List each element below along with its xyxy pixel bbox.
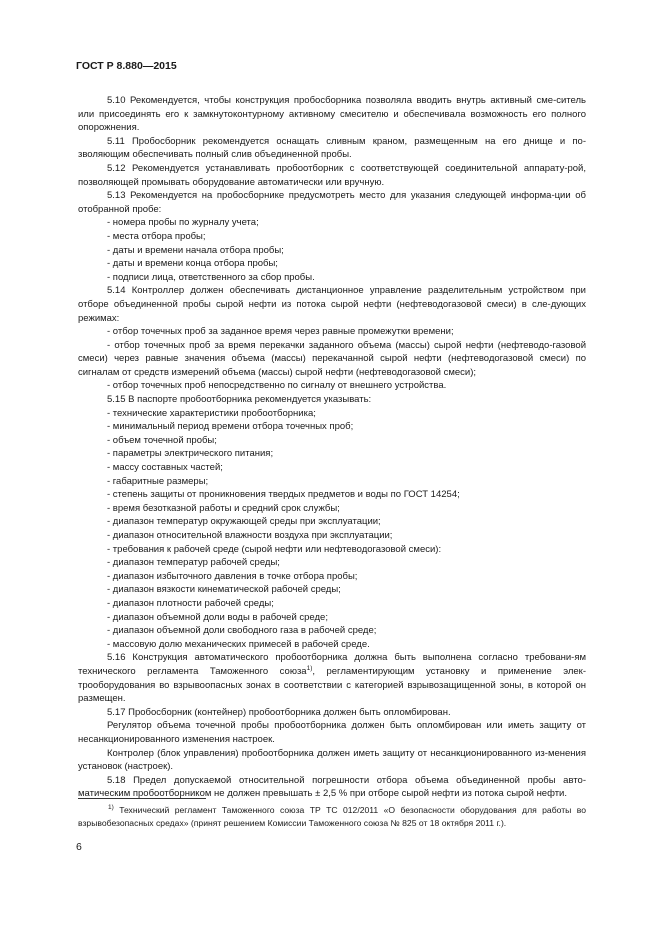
- list-item: - номера пробы по журналу учета;: [107, 217, 259, 229]
- document-body: [78, 94, 586, 801]
- paragraph: 5.14 Контроллер должен обеспечивать дистанционное управление разделительным устройством при отборе объединенной пробы сырой нефти из потока сырой нефти (нефтеводогазовой смеси) в сле-дующих режимах:: [78, 285, 586, 324]
- list-item: - массу составных частей;: [107, 462, 223, 474]
- list-item: - диапазон относительной влажности воздуха при эксплуатации;: [107, 530, 393, 541]
- footnote-divider: [78, 798, 206, 799]
- page-number: 6: [76, 841, 82, 853]
- list-item: - время безотказной работы и средний срок службы;: [107, 502, 340, 514]
- list-item: - минимальный период времени отбора точечных проб;: [107, 421, 354, 433]
- list-item: - отбор точечных проб за заданное время через равные промежутки времени;: [107, 326, 454, 338]
- list-item: - диапазон вязкости кинематической рабочей среды;: [107, 584, 341, 596]
- paragraph: Регулятор объема точечной пробы пробоотборника должен быть опломбирован или иметь защиту от несанкционированного изменения настроек.: [78, 720, 586, 745]
- paragraph-text-continued: , регламентирующим установку и применение элек-трооборудования во взрывоопасных зонах в соответствии с категорией взрывозащищенной зоны, в которой он размещен.: [78, 665, 586, 705]
- list-item: - места отбора пробы;: [107, 230, 206, 242]
- paragraph: [78, 651, 586, 705]
- footnote-text: [78, 804, 586, 829]
- paragraph: 5.12 Рекомендуется устанавливать пробоотборник с соответствующей соединительной аппарату-рой, позволяющей промывать оборудование автоматически или вручную.: [78, 162, 586, 188]
- paragraph: - отбор точечных проб за время перекачки заданного объема (массы) сырой нефти (нефтеводо-газовой смеси) через равные значения объема (массы) перекачанной сырой нефти (нефтеводогазовой смеси) по сигналам от средств измерений объема (массы) сырой нефти (нефтеводогазовой смеси);: [78, 339, 586, 378]
- paragraph: 5.11 Пробосборник рекомендуется оснащать сливным краном, размещенным на его днище и по-зволяющим обеспечивать полный слив объединенной пробы.: [78, 135, 586, 161]
- document-header: ГОСТ Р 8.880—2015: [76, 60, 177, 72]
- list-item: - диапазон избыточного давления в точке отбора пробы;: [107, 570, 358, 582]
- list-item: - диапазон объемной доли воды в рабочей среде;: [107, 611, 328, 623]
- list-item: - даты и времени начала отбора пробы;: [107, 244, 284, 256]
- list-item: - массовую долю механических примесей в рабочей среде.: [107, 638, 370, 650]
- paragraph: 5.18 Предел допускаемой относительной погрешности отбора объема объединенной пробы авто-матическим пробоотборником не должен превышать ± 2,5 % при отборе сырой нефти из потока сырой нефти.: [78, 774, 586, 800]
- paragraph: 5.13 Рекомендуется на пробосборнике предусмотреть место для указания следующей информа-ции об отобранной пробе:: [78, 190, 586, 215]
- paragraph: 5.15 В паспорте пробоотборника рекомендуется указывать:: [107, 394, 372, 406]
- list-item: - габаритные размеры;: [107, 475, 209, 487]
- paragraph: Контролер (блок управления) пробоотборника должен иметь защиту от несанкционированного из-менения установок (настроек).: [78, 747, 586, 773]
- footnote-marker: 1): [108, 804, 114, 811]
- paragraph: 5.17 Пробосборник (контейнер) пробоотборника должен быть опломбирован.: [107, 706, 451, 718]
- footnote-body: Технический регламент Таможенного союза ТР ТС 012/2011 «О безопасности оборудования для работы во взрывобезопасных средах» (принят решением Комиссии Таможенного союза № 825 от 18 октября 2011 г.).: [78, 805, 586, 828]
- footnote: [78, 804, 586, 829]
- list-item: - требования к рабочей среде (сырой нефти или нефтеводогазовой смеси):: [107, 543, 442, 555]
- list-item: - степень защиты от проникновения твердых предметов и воды по ГОСТ 14254;: [107, 489, 460, 501]
- footnote-reference: 1): [306, 664, 313, 672]
- list-item: - даты и времени конца отбора пробы;: [107, 258, 278, 270]
- list-item: - диапазон плотности рабочей среды;: [107, 597, 274, 609]
- list-item: - параметры электрического питания;: [107, 448, 274, 460]
- list-item: - отбор точечных проб непосредственно по сигналу от внешнего устройства.: [107, 380, 447, 392]
- list-item: - диапазон температур рабочей среды;: [107, 557, 280, 569]
- list-item: - подписи лица, ответственного за сбор пробы.: [107, 271, 315, 283]
- paragraph: 5.10 Рекомендуется, чтобы конструкция пробосборника позволяла вводить внутрь активный сме-ситель или присоединять его к замкнутоконтурному активному смесителю и обеспечивала возможность его полного опорожнения.: [78, 95, 586, 134]
- list-item: - диапазон объемной доли свободного газа в рабочей среде;: [107, 625, 377, 637]
- list-item: - технические характеристики пробоотборника;: [107, 407, 316, 419]
- paragraph-text: 5.16 Конструкция автоматического пробоотборника должна быть выполнена согласно требовани-ям технического регламента Таможенного союза: [78, 652, 586, 677]
- list-item: - объем точечной пробы;: [107, 434, 217, 446]
- list-item: - диапазон температур окружающей среды при эксплуатации;: [107, 516, 381, 528]
